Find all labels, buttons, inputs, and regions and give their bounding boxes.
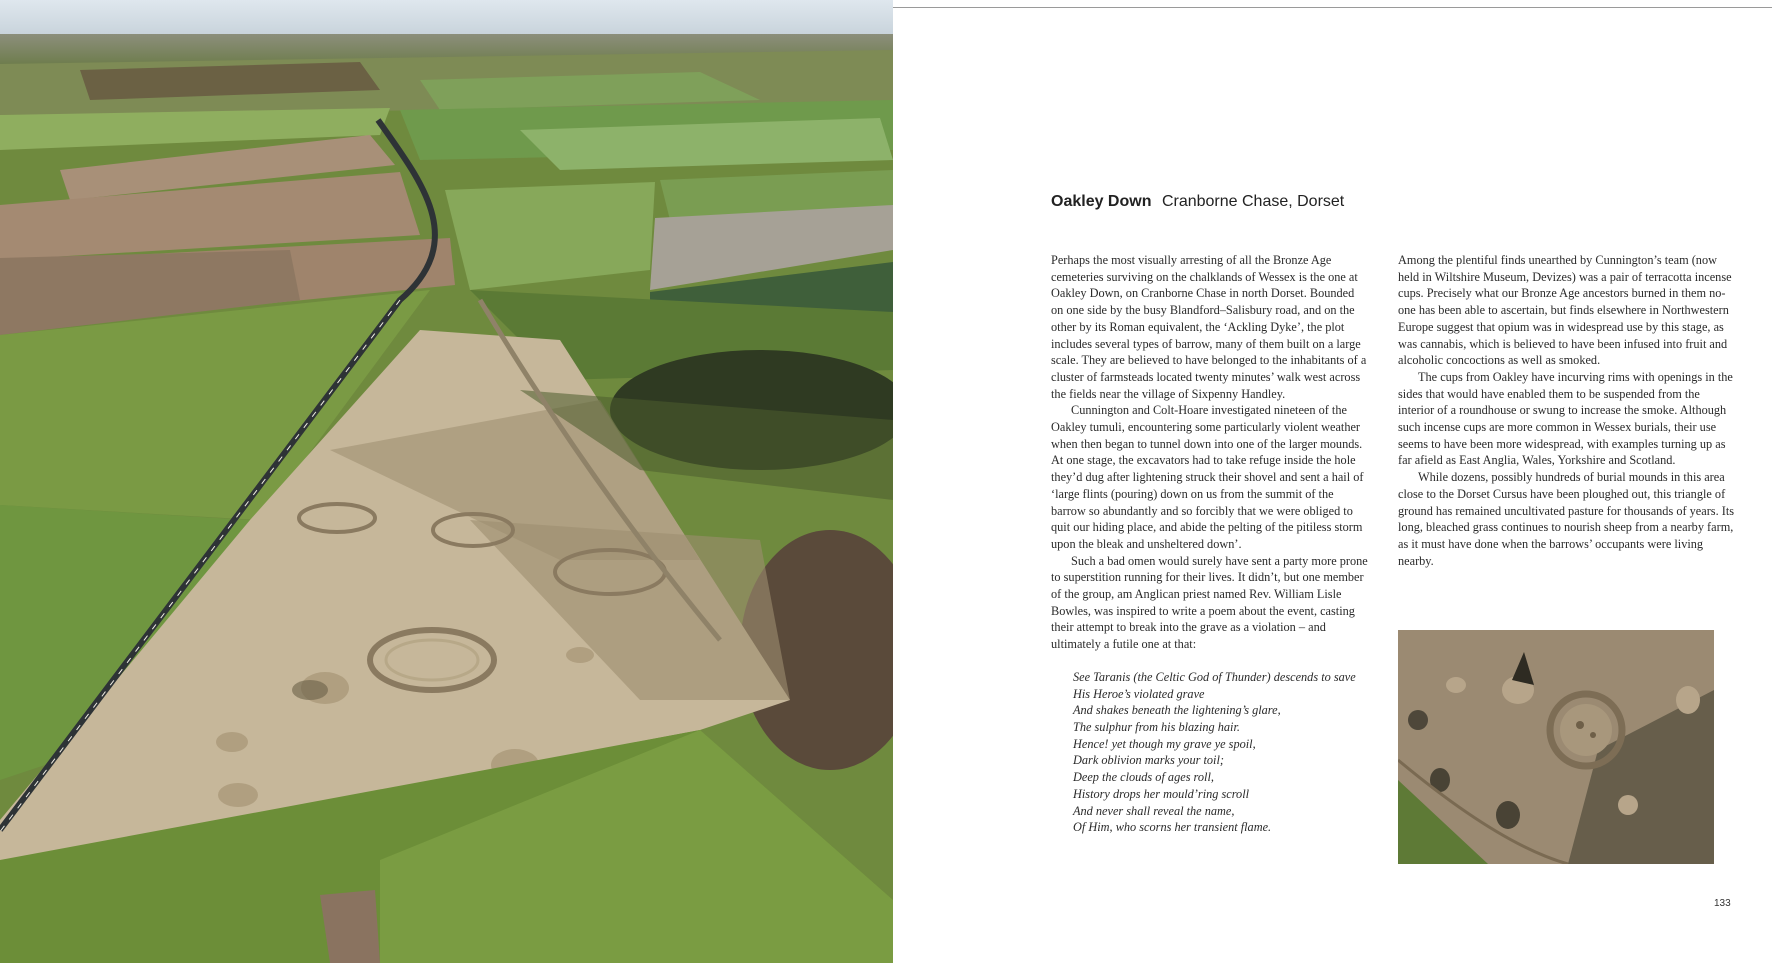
poem-quote bbox=[1073, 669, 1369, 836]
poem-line: Hence! yet though my grave ye spoil, bbox=[1073, 736, 1256, 751]
page-number: 133 bbox=[1714, 898, 1731, 909]
poem-line: Deep the clouds of ages roll, bbox=[1073, 770, 1214, 785]
poem-line: His Heroe’s violated grave bbox=[1073, 686, 1205, 701]
page-heading bbox=[1051, 193, 1344, 211]
poem-line: History drops her mould’ring scroll bbox=[1073, 786, 1250, 801]
paragraph: Cunnington and Colt-Hoare investigated nineteen of the Oakley tumuli, encountering some particularly violent weather when then began to tunnel down into one of the larger mounds. At one stage, the excavators had to take refuge inside the hole they’d dug after lightening struck their shovel and sent a hail of ‘large flints (pouring) down on us from the summit of the barrow so abundantly and so forcibly that we were obliged to quit our hiding place, and abide the pelting of the pitiless storm upon the bleak and unsheltered down’. bbox=[1051, 403, 1364, 551]
heading-title: Oakley Down bbox=[1051, 193, 1152, 210]
paragraph: Among the plentiful finds unearthed by Cunnington’s team (now held in Wiltshire Museum, Devizes) was a pair of terracotta incense cups. Precisely what our Bronze Age ancestors burned in them no-one has been able to ascertain, but finds elsewhere in Northwestern Europe suggest that opium was in widespread use by this stage, as was cannabis, which is believed to have been infused into fruit and alcoholic concoctions as well as smoked. bbox=[1398, 253, 1732, 368]
poem-line: The sulphur from his blazing hair. bbox=[1073, 719, 1240, 734]
poem-line: And never shall reveal the name, bbox=[1073, 803, 1235, 818]
poem-line: Dark oblivion marks your toil; bbox=[1073, 753, 1224, 768]
paragraph: Perhaps the most visually arresting of all the Bronze Age cemeteries surviving on the chalklands of Wessex is the one at Oakley Down, on Cranborne Chase in north Dorset. Bounded on one side by the busy Blandford–Salisbury road, and on the other by its Roman equivalent, the ‘Ackling Dyke’, the plot includes several types of barrow, many of them built on a large scale. They are believed to have belonged to the inhabitants of a cluster of farmsteads located twenty minutes’ walk west across the fields near the village of Sixpenny Handley. bbox=[1051, 253, 1367, 401]
text-column-2 bbox=[1398, 252, 1736, 569]
poem-line: And shakes beneath the lightening’s glare, bbox=[1073, 703, 1281, 718]
text-column-1 bbox=[1051, 252, 1369, 836]
paragraph: While dozens, possibly hundreds of burial mounds in this area close to the Dorset Cursus have been ploughed out, this triangle of ground has remained uncultivated pasture for thousands of years. Its long, bleached grass continues to nourish sheep from a nearby farm, as it must have done when the barrows’ occupants were living nearby. bbox=[1398, 470, 1735, 568]
right-text-page bbox=[893, 0, 1772, 963]
aerial-photo-barrows-closeup bbox=[1398, 630, 1714, 864]
poem-line: See Taranis (the Celtic God of Thunder) descends to save bbox=[1073, 669, 1356, 684]
heading-location: Cranborne Chase, Dorset bbox=[1161, 193, 1345, 210]
paragraph: The cups from Oakley have incurving rims with openings in the sides that would have enabled them to be suspended from the interior of a roundhouse or swung to increase the smoke. Although such incense cups are more common in Wessex burials, their use seems to have been more widespread, with examples turning up as far afield as East Anglia, Wales, Yorkshire and Scotland. bbox=[1398, 369, 1733, 468]
top-rule-divider bbox=[893, 7, 1772, 8]
paragraph: Such a bad omen would surely have sent a party more prone to superstition running for their lives. It didn’t, but one member of the group, am Anglican priest named Rev. William Lisle Bowles, was inspired to write a poem about the event, casting their attempt to break into the grave as a violation – and ultimately a futile one at that: bbox=[1051, 553, 1368, 652]
poem-line: Of Him, who scorns her transient flame. bbox=[1073, 820, 1272, 835]
